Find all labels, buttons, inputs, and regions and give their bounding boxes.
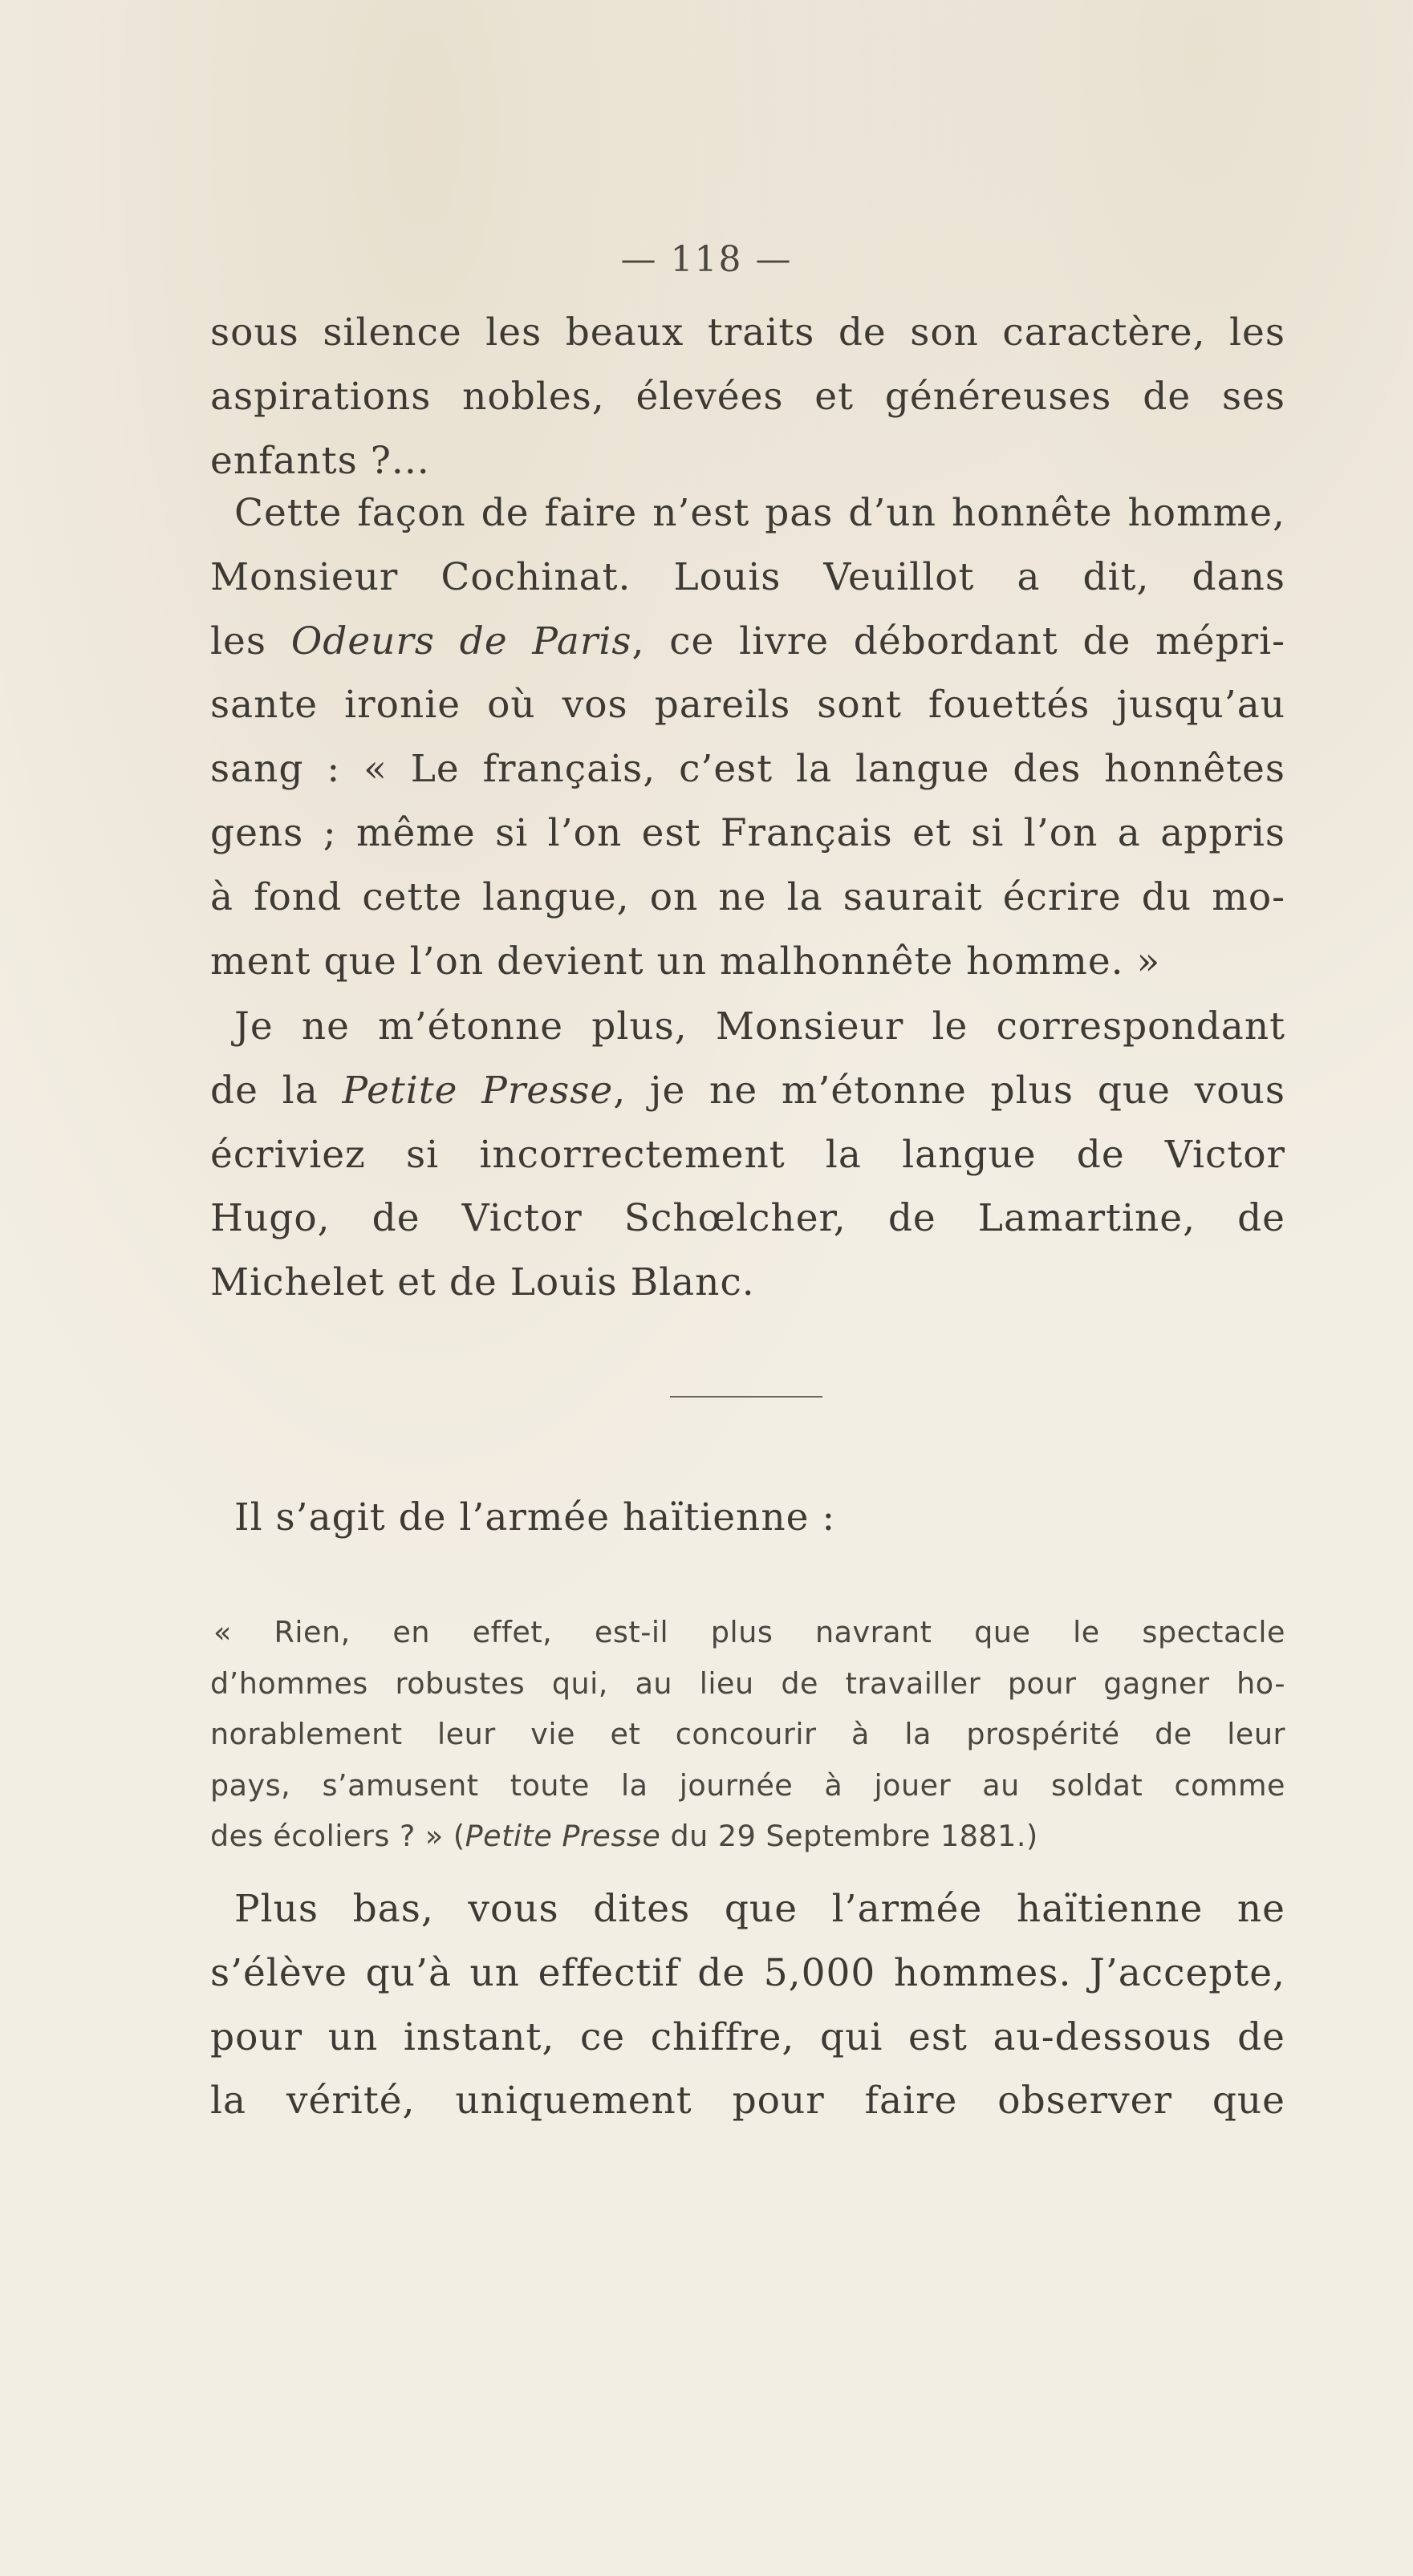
text-segment: , je ne m’étonne plus que vous (613, 1068, 1285, 1113)
quote-line: « Rien, en effet, est-il plus navrant que le spectacle (213, 1615, 1285, 1649)
section-divider (670, 1396, 822, 1398)
text-line: Michelet et de Louis Blanc. (210, 1260, 755, 1305)
paragraph-5 (210, 1877, 1285, 2133)
text-line: sante ironie où vos pareils sont fouettés jusqu’au (210, 683, 1285, 728)
paragraph-3 (210, 995, 1285, 1315)
text-line: la vérité, uniquement pour faire observer que (210, 2079, 1285, 2124)
text-line: Cette façon de faire n’est pas d’un honnête homme, (234, 491, 1285, 535)
block-quote (210, 1607, 1285, 1862)
text-segment: , ce livre débordant de mépri- (631, 619, 1285, 663)
text-line (210, 610, 1285, 674)
text-line: écriviez si incorrectement la langue de Victor (210, 1132, 1285, 1177)
newspaper-title-italic: Petite Presse (465, 1819, 661, 1853)
paragraph-1 (210, 301, 1285, 493)
text-line: Hugo, de Victor Schœlcher, de Lamartine, de (210, 1196, 1285, 1241)
paragraph-4 (210, 1486, 1285, 1550)
text-line: à fond cette langue, on ne la saurait écrire du mo- (210, 874, 1285, 919)
text-line: enfants ?... (210, 438, 430, 483)
quote-line: pays, s’amusent toute la journée à jouer au soldat comme (210, 1767, 1285, 1803)
quote-line (210, 1811, 1285, 1862)
paragraph-2 (210, 481, 1285, 993)
text-segment: du 29 Septembre 1881.) (660, 1819, 1038, 1853)
book-title-italic: Odeurs de Paris (290, 619, 632, 663)
page-number: — 118 — (620, 239, 793, 280)
text-line: aspirations nobles, élevées et généreuses de ses (210, 374, 1285, 419)
text-line: Il s’agit de l’armée haïtienne : (234, 1495, 836, 1540)
text-segment: les (210, 619, 291, 663)
text-line (210, 1059, 1285, 1123)
text-line: s’élève qu’à un effectif de 5,000 hommes. J’accepte, (210, 1950, 1285, 1995)
text-line: Je ne m’étonne plus, Monsieur le correspondant (234, 1004, 1285, 1049)
text-line: sous silence les beaux traits de son caractère, les (210, 310, 1285, 355)
text-line: ment que l’on devient un malhonnête homme. » (210, 939, 1161, 984)
text-segment: des écoliers ? » ( (210, 1819, 465, 1853)
text-segment: de la (210, 1068, 343, 1113)
newspaper-title-italic: Petite Presse (342, 1068, 614, 1113)
text-line: sang : « Le français, c’est la langue des honnêtes (210, 747, 1285, 792)
quote-line: d’hommes robustes qui, au lieu de travailler pour gagner ho- (210, 1665, 1285, 1701)
quote-line: norablement leur vie et concourir à la prospérité de leur (210, 1717, 1285, 1751)
text-line: Plus bas, vous dites que l’armée haïtienne ne (234, 1887, 1285, 1931)
text-line: Monsieur Cochinat. Louis Veuillot a dit, dans (210, 554, 1285, 599)
text-line: gens ; même si l’on est Français et si l’on a appris (210, 810, 1285, 855)
text-line: pour un instant, ce chiffre, qui est au-dessous de (210, 2014, 1285, 2059)
